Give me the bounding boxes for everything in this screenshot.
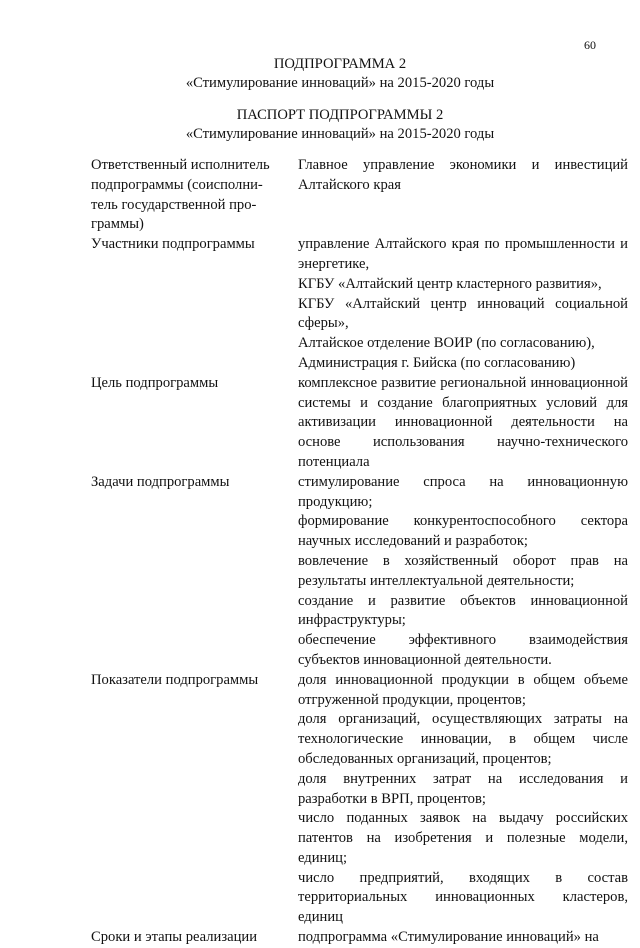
value-paragraph: Администрация г. Бийска (по согласованию) — [298, 354, 576, 371]
value-paragraph: КГБУ «Алтайский центр кластерного развития», — [298, 275, 602, 292]
label-line: Сроки и этапы реализации — [91, 929, 258, 946]
value-paragraph: стимулирование спроса на инновационную продукцию; — [298, 473, 628, 510]
passport-label — [91, 671, 298, 928]
value-paragraph: комплексное развитие региональной инновационной системы и создание благоприятных условий для активизации инновационной деятельности на основе использования научно-технического потенциала — [298, 374, 628, 470]
passport-value — [298, 374, 628, 473]
value-paragraph: вовлечение в хозяйственный оборот прав на результаты интеллектуальной деятельности; — [298, 552, 628, 589]
passport-row-goal — [91, 374, 628, 473]
label-line: Ответственный исполнитель — [91, 157, 270, 173]
passport-title: ПАСПОРТ ПОДПРОГРАММЫ 2 — [236, 107, 444, 123]
value-paragraph: КГБУ «Алтайский центр инноваций социальной сферы», — [298, 295, 628, 332]
passport-row-timeline — [91, 928, 628, 948]
value-paragraph: доля организаций, осуществляющих затраты на технологические инновации, в общем числе обследованных организаций, процентов; — [298, 711, 628, 767]
passport-subtitle: «Стимулирование инноваций» на 2015-2020 годы — [185, 126, 495, 142]
passport-heading — [90, 106, 590, 144]
passport-value — [298, 928, 628, 948]
label-line: Показатели подпрограммы — [91, 671, 259, 688]
page-number: 60 — [584, 38, 596, 52]
passport-row-responsible — [91, 156, 628, 235]
passport-label — [91, 156, 298, 235]
passport-value — [298, 473, 628, 671]
passport-row-tasks — [91, 473, 628, 671]
passport-value — [298, 156, 628, 235]
passport-label — [91, 473, 298, 671]
value-paragraph: управление Алтайского края по промышленности и энергетике, — [298, 236, 628, 272]
passport-row-indicators — [91, 671, 628, 928]
label-line: тель государственной про- — [91, 196, 257, 213]
value-paragraph: формирование конкурентоспособного сектора научных исследований и разработок; — [298, 513, 628, 550]
label-line: Задачи подпрограммы — [91, 473, 230, 490]
value-paragraph: число поданных заявок на выдачу российских патентов на изобретения и полезные модели, единиц; — [298, 810, 628, 866]
passport-label — [91, 235, 298, 374]
label-line: Участники подпрограммы — [91, 236, 255, 253]
value-paragraph: число предприятий, входящих в состав территориальных инновационных кластеров, единиц — [298, 869, 628, 926]
value-paragraph: обеспечение эффективного взаимодействия субъектов инновационной деятельности. — [298, 632, 628, 668]
subprogram-subtitle: «Стимулирование инноваций» на 2015-2020 годы — [185, 75, 495, 91]
subprogram-title: ПОДПРОГРАММА 2 — [273, 56, 407, 72]
label-line: Цель подпрограммы — [91, 374, 219, 391]
passport-table — [91, 156, 628, 948]
value-paragraph: доля внутренних затрат на исследования и разработки в ВРП, процентов; — [298, 770, 628, 807]
value-paragraph: создание и развитие объектов инновационной инфраструктуры; — [298, 592, 628, 629]
passport-value — [298, 235, 628, 374]
passport-value — [298, 671, 628, 928]
passport-label — [91, 928, 298, 948]
value-paragraph: доля инновационной продукции в общем объеме отгруженной продукции, процентов; — [298, 671, 628, 708]
value-paragraph: Алтайское отделение ВОИР (по согласованию), — [298, 335, 595, 352]
subprogram-heading — [90, 55, 590, 93]
label-line: подпрограммы (соисполни- — [91, 176, 263, 193]
value-paragraph: подпрограмма «Стимулирование инноваций» на — [298, 929, 599, 946]
value-paragraph: Главное управление экономики и инвестиций Алтайского края — [298, 157, 628, 193]
label-line: граммы) — [91, 216, 144, 233]
passport-row-participants — [91, 235, 628, 374]
passport-label — [91, 374, 298, 473]
